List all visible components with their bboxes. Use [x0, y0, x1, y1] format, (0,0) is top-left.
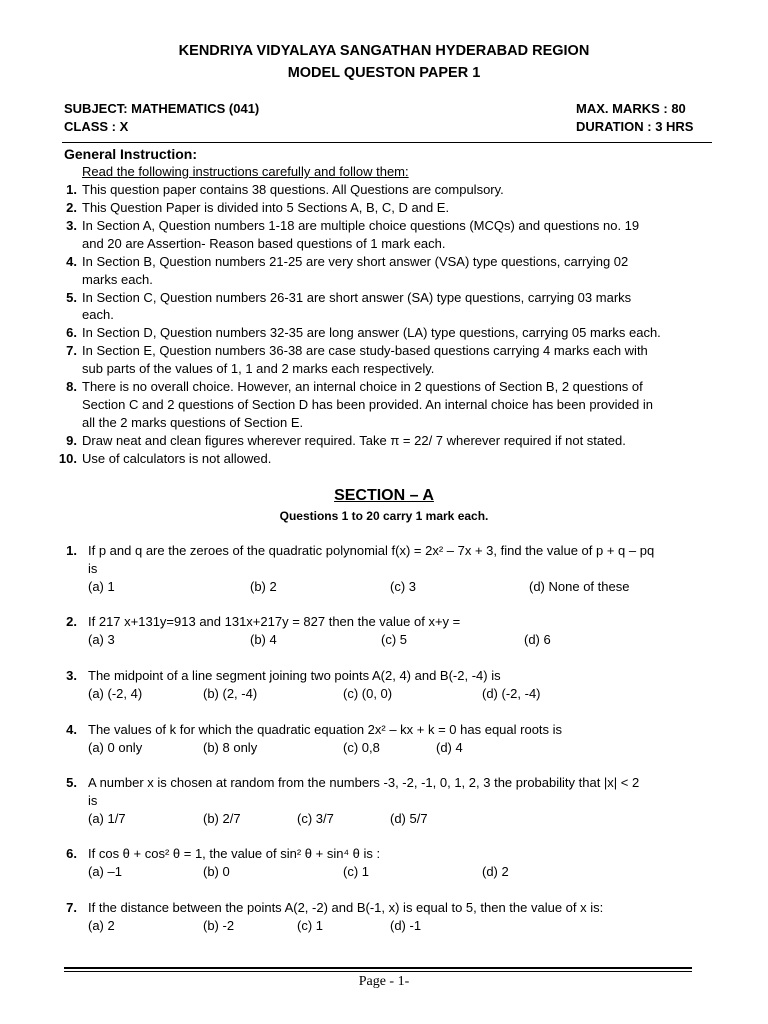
- option-a: (a) 1/7: [88, 811, 126, 826]
- footer-rule-bottom: [64, 971, 692, 972]
- instruction-number: 9.: [66, 433, 77, 448]
- option-b: (b) 2/7: [203, 811, 241, 826]
- option-b: (b) 2: [250, 579, 277, 594]
- option-d: (d) -1: [390, 918, 422, 933]
- instruction-text: There is no overall choice. However, an internal choice in 2 questions of Section B, 2 questions of: [82, 379, 643, 394]
- option-c: (c) 1: [343, 864, 369, 879]
- option-b: (b) 0: [203, 864, 230, 879]
- option-b: (b) 4: [250, 632, 277, 647]
- instruction-number: 2.: [66, 200, 77, 215]
- instruction-text: In Section B, Question numbers 21-25 are very short answer (VSA) type questions, carrying 02: [82, 254, 629, 269]
- option-a: (a) 0 only: [88, 740, 143, 755]
- question-text: If cos θ + cos² θ = 1, the value of sin² θ + sin⁴ θ is :: [88, 846, 381, 861]
- question-number: 3.: [66, 668, 77, 683]
- question-text: is: [88, 793, 98, 808]
- class-label: CLASS : X: [64, 119, 129, 134]
- question-number: 7.: [66, 900, 77, 915]
- option-c: (c) 3/7: [297, 811, 334, 826]
- option-a: (a) –1: [88, 864, 122, 879]
- instruction-number: 10.: [58, 451, 77, 466]
- instruction-text: This question paper contains 38 questions. All Questions are compulsory.: [82, 182, 504, 197]
- option-a: (a) (-2, 4): [88, 686, 143, 701]
- footer-rule-top: [64, 967, 692, 969]
- option-a: (a) 3: [88, 632, 115, 647]
- instruction-text: sub parts of the values of 1, 1 and 2 marks each respectively.: [82, 361, 435, 376]
- page-number: Page - 1-: [358, 974, 410, 989]
- question-text: The values of k for which the quadratic equation 2x² – kx + k = 0 has equal roots is: [88, 722, 563, 737]
- instruction-text: Section C and 2 questions of Section D has been provided. An internal choice has been provided in: [82, 397, 653, 412]
- instruction-number: 5.: [66, 290, 77, 305]
- instruction-number: 3.: [66, 218, 77, 233]
- instruction-number: 8.: [66, 379, 77, 394]
- question-text: The midpoint of a line segment joining two points A(2, 4) and B(-2, -4) is: [88, 668, 501, 683]
- instruction-number: 7.: [66, 343, 77, 358]
- option-c: (c) 5: [381, 632, 407, 647]
- instruction-text: In Section E, Question numbers 36-38 are case study-based questions carrying 4 marks each with: [82, 343, 648, 358]
- question-number: 6.: [66, 846, 77, 861]
- option-c: (c) 1: [297, 918, 323, 933]
- general-instruction-title: General Instruction:: [64, 146, 198, 162]
- option-b: (b) 8 only: [203, 740, 258, 755]
- instruction-text: Draw neat and clean figures wherever required. Take π = 22/ 7 wherever required if not stated.: [82, 433, 626, 448]
- instruction-text: marks each.: [82, 272, 153, 287]
- school-title: KENDRIYA VIDYALAYA SANGATHAN HYDERABAD REGION: [178, 43, 590, 59]
- option-d: (d) 5/7: [390, 811, 428, 826]
- option-d: (d) 4: [436, 740, 463, 755]
- section-subtitle: Questions 1 to 20 carry 1 mark each.: [279, 509, 489, 523]
- paper-title: MODEL QUESTON PAPER 1: [287, 65, 481, 81]
- option-c: (c) 3: [390, 579, 416, 594]
- question-number: 2.: [66, 614, 77, 629]
- option-d: (d) 2: [482, 864, 509, 879]
- option-b: (b) -2: [203, 918, 235, 933]
- duration-label: DURATION : 3 HRS: [576, 119, 694, 134]
- question-number: 5.: [66, 775, 77, 790]
- option-a: (a) 2: [88, 918, 115, 933]
- instruction-text: each.: [82, 307, 114, 322]
- instruction-text: In Section C, Question numbers 26-31 are short answer (SA) type questions, carrying 03 marks: [82, 290, 632, 305]
- section-title: SECTION – A: [334, 487, 434, 504]
- instruction-text: This Question Paper is divided into 5 Sections A, B, C, D and E.: [82, 200, 450, 215]
- general-instruction-intro: Read the following instructions carefully and follow them:: [82, 164, 409, 179]
- instruction-text: Use of calculators is not allowed.: [82, 451, 272, 466]
- option-d: (d) None of these: [529, 579, 630, 594]
- instruction-text: In Section A, Question numbers 1-18 are multiple choice questions (MCQs) and questions no. 19: [82, 218, 640, 233]
- question-text: If 217 x+131y=913 and 131x+217y = 827 then the value of x+y =: [88, 614, 461, 629]
- instruction-number: 6.: [66, 325, 77, 340]
- option-b: (b) (2, -4): [203, 686, 258, 701]
- option-c: (c) (0, 0): [343, 686, 393, 701]
- instruction-text: and 20 are Assertion- Reason based questions of 1 mark each.: [82, 236, 446, 251]
- instruction-text: In Section D, Question numbers 32-35 are long answer (LA) type questions, carrying 05 marks each.: [82, 325, 661, 340]
- option-d: (d) 6: [524, 632, 551, 647]
- question-text: If the distance between the points A(2, -2) and B(-1, x) is equal to 5, then the value of x is:: [88, 900, 604, 915]
- option-d: (d) (-2, -4): [482, 686, 541, 701]
- question-text: is: [88, 561, 98, 576]
- question-number: 4.: [66, 722, 77, 737]
- instruction-text: all the 2 marks questions of Section E.: [82, 415, 304, 430]
- header-divider: [62, 142, 712, 143]
- option-c: (c) 0,8: [343, 740, 380, 755]
- instruction-number: 1.: [66, 182, 77, 197]
- option-a: (a) 1: [88, 579, 115, 594]
- max-marks-label: MAX. MARKS : 80: [576, 101, 686, 116]
- question-number: 1.: [66, 543, 77, 558]
- instruction-number: 4.: [66, 254, 77, 269]
- question-text: If p and q are the zeroes of the quadratic polynomial f(x) = 2x² – 7x + 3, find the value of p + q – pq: [88, 543, 655, 558]
- subject-label: SUBJECT: MATHEMATICS (041): [64, 101, 260, 116]
- question-text: A number x is chosen at random from the numbers -3, -2, -1, 0, 1, 2, 3 the probability that |x| < 2: [88, 775, 640, 790]
